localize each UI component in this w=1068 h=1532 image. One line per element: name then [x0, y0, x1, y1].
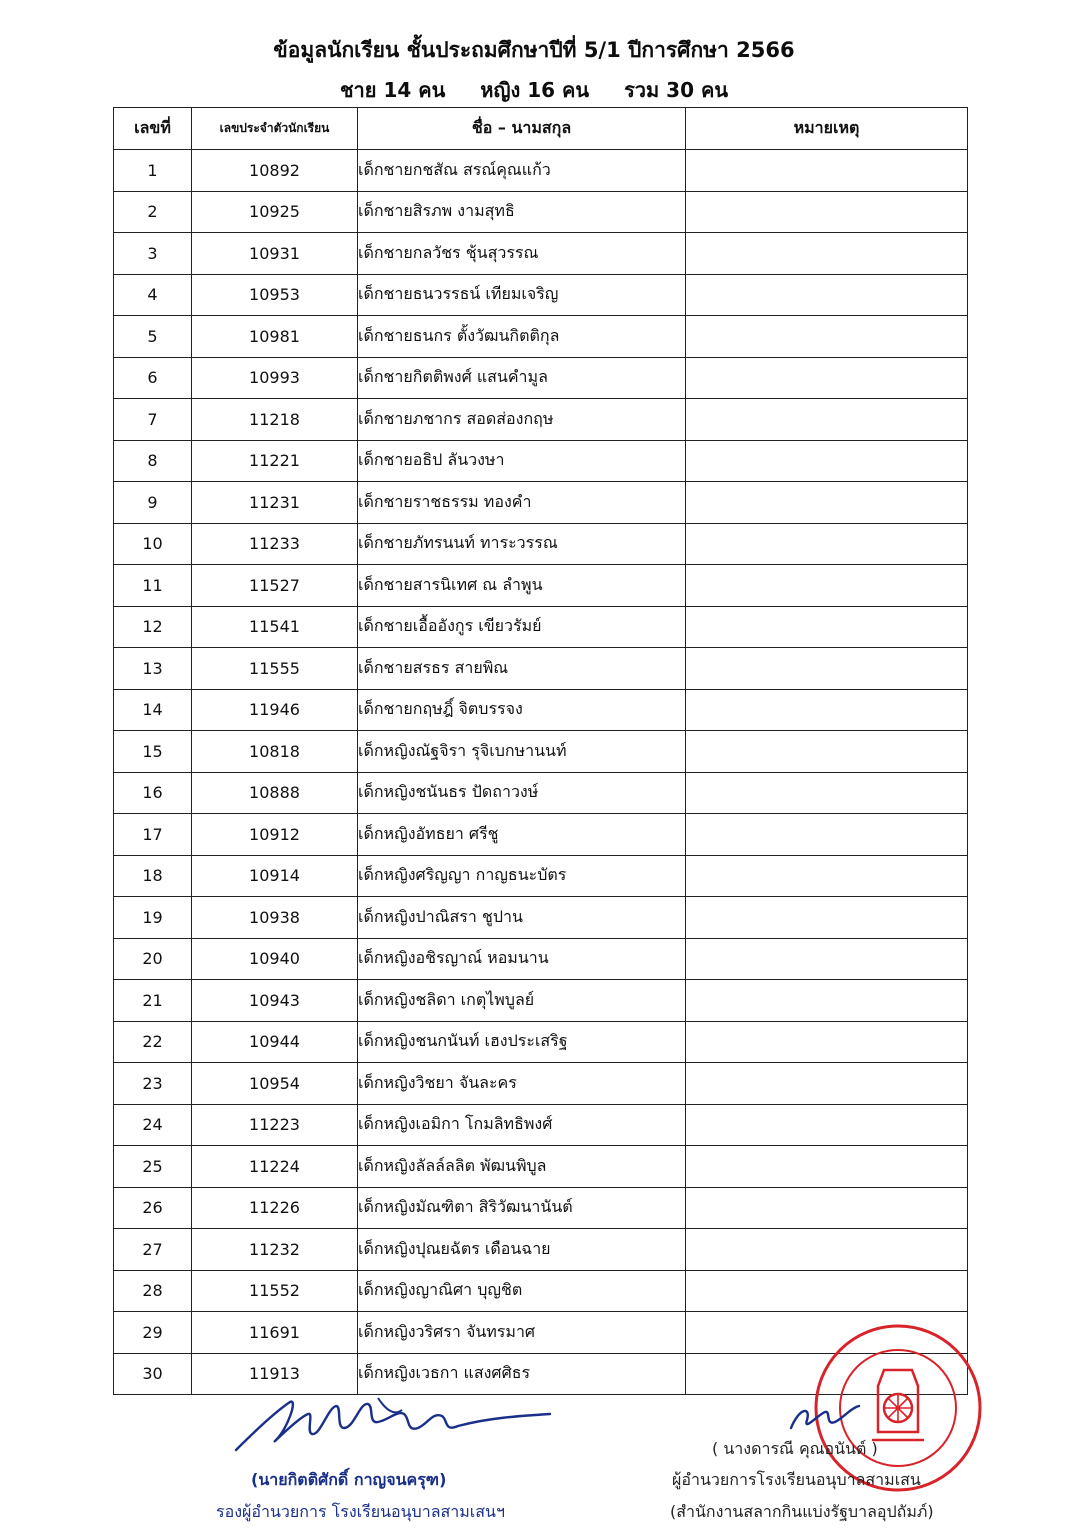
row-remarks: [686, 399, 968, 441]
table-row: [114, 1021, 968, 1063]
row-student-id: 10925: [192, 191, 358, 233]
right-signature-scribble: [785, 1398, 865, 1438]
left-signature-scribble: [228, 1388, 558, 1460]
row-student-name: เด็กชายกฤษฎิ์ จิตบรรจง: [358, 689, 686, 731]
table-header-row: [114, 108, 968, 150]
row-number: 15: [114, 731, 192, 773]
table-row: [114, 1229, 968, 1271]
student-roster-table: [113, 107, 968, 1395]
row-remarks: [686, 1187, 968, 1229]
row-student-name: เด็กชายกลวัชร ชุ้นสุวรรณ: [358, 233, 686, 275]
row-number: 28: [114, 1270, 192, 1312]
table-row: [114, 938, 968, 980]
table-row: [114, 1270, 968, 1312]
table-row: [114, 1146, 968, 1188]
row-remarks: [686, 1104, 968, 1146]
row-student-name: เด็กหญิงชลิดา เกตุไพบูลย์: [358, 980, 686, 1022]
table-row: [114, 689, 968, 731]
row-student-id: 10940: [192, 938, 358, 980]
right-signer-name: ( นางดารณี คุณอนันต์ ): [712, 1439, 878, 1458]
row-student-id: 10981: [192, 316, 358, 358]
row-number: 17: [114, 814, 192, 856]
header-full-name: ชื่อ – นามสกุล: [358, 108, 686, 150]
row-number: 29: [114, 1312, 192, 1354]
row-student-id: 11221: [192, 440, 358, 482]
table-row: [114, 855, 968, 897]
row-student-name: เด็กหญิงมัณฑิตา สิริวัฒนานันต์: [358, 1187, 686, 1229]
table-row: [114, 814, 968, 856]
row-number: 24: [114, 1104, 192, 1146]
row-student-id: 10943: [192, 980, 358, 1022]
student-summary: [0, 74, 1068, 106]
row-student-name: เด็กชายภัทรนนท์ ทาระวรรณ: [358, 523, 686, 565]
row-student-name: เด็กชายราชธรรม ทองคำ: [358, 482, 686, 524]
row-number: 2: [114, 191, 192, 233]
roster-body: [114, 150, 968, 1395]
summary-female: หญิง 16 คน: [480, 78, 590, 102]
summary-male: ชาย 14 คน: [339, 78, 446, 102]
row-student-id: 11691: [192, 1312, 358, 1354]
header-number: เลขที่: [114, 108, 192, 150]
row-number: 26: [114, 1187, 192, 1229]
row-number: 16: [114, 772, 192, 814]
row-number: 22: [114, 1021, 192, 1063]
row-remarks: [686, 689, 968, 731]
row-student-name: เด็กหญิงลัลล์ลลิต พัฒนพิบูล: [358, 1146, 686, 1188]
row-number: 9: [114, 482, 192, 524]
row-student-id: 10892: [192, 150, 358, 192]
row-remarks: [686, 1146, 968, 1188]
row-number: 11: [114, 565, 192, 607]
row-student-name: เด็กหญิงชนกนันท์ เฮงประเสริฐ: [358, 1021, 686, 1063]
row-number: 10: [114, 523, 192, 565]
row-student-id: 11223: [192, 1104, 358, 1146]
row-remarks: [686, 938, 968, 980]
row-student-name: เด็กหญิงอัทธยา ศรีชู: [358, 814, 686, 856]
row-remarks: [686, 440, 968, 482]
row-student-id: 10993: [192, 357, 358, 399]
row-number: 12: [114, 606, 192, 648]
row-student-name: เด็กหญิงอชิรญาณ์ หอมนาน: [358, 938, 686, 980]
table-row: [114, 316, 968, 358]
row-student-id: 11231: [192, 482, 358, 524]
table-row: [114, 440, 968, 482]
row-student-name: เด็กหญิงปาณิสรา ชูปาน: [358, 897, 686, 939]
row-number: 19: [114, 897, 192, 939]
row-student-name: เด็กหญิงศริญญา กาญธนะบัตร: [358, 855, 686, 897]
row-student-id: 10944: [192, 1021, 358, 1063]
row-number: 4: [114, 274, 192, 316]
row-student-id: 10914: [192, 855, 358, 897]
row-student-name: เด็กชายสิรภพ งามสุทธิ: [358, 191, 686, 233]
left-signer-name: (นายกิตติศักดิ์ กาญจนครุฑ): [251, 1470, 447, 1489]
row-remarks: [686, 772, 968, 814]
row-student-id: 11946: [192, 689, 358, 731]
row-student-id: 10953: [192, 274, 358, 316]
row-student-name: เด็กชายกิตติพงศ์ แสนคำมูล: [358, 357, 686, 399]
table-row: [114, 233, 968, 275]
right-signer-organization: (สำนักงานสลากกินแบ่งรัฐบาลอุปถัมภ์): [670, 1502, 934, 1521]
row-student-name: เด็กหญิงเวธกา แสงศศิธร: [358, 1353, 686, 1395]
table-row: [114, 606, 968, 648]
table-row: [114, 1187, 968, 1229]
row-number: 1: [114, 150, 192, 192]
row-number: 14: [114, 689, 192, 731]
row-number: 20: [114, 938, 192, 980]
row-number: 13: [114, 648, 192, 690]
row-number: 27: [114, 1229, 192, 1271]
row-number: 7: [114, 399, 192, 441]
row-student-id: 11541: [192, 606, 358, 648]
row-number: 6: [114, 357, 192, 399]
row-remarks: [686, 1229, 968, 1271]
row-student-id: 10818: [192, 731, 358, 773]
row-number: 8: [114, 440, 192, 482]
row-student-id: 10931: [192, 233, 358, 275]
row-student-id: 10888: [192, 772, 358, 814]
table-row: [114, 980, 968, 1022]
row-remarks: [686, 897, 968, 939]
row-student-id: 10954: [192, 1063, 358, 1105]
row-number: 25: [114, 1146, 192, 1188]
row-student-name: เด็กหญิงวริศรา จันทรมาศ: [358, 1312, 686, 1354]
row-remarks: [686, 855, 968, 897]
right-signer-title: ผู้อำนวยการโรงเรียนอนุบาลสามเสน: [672, 1470, 921, 1489]
row-student-id: 11555: [192, 648, 358, 690]
row-student-id: 11224: [192, 1146, 358, 1188]
row-student-name: เด็กชายกชสัณ สรณ์คุณแก้ว: [358, 150, 686, 192]
row-student-name: เด็กหญิงณัฐจิรา รุจิเบกษานนท์: [358, 731, 686, 773]
row-number: 18: [114, 855, 192, 897]
table-row: [114, 150, 968, 192]
row-remarks: [686, 565, 968, 607]
row-remarks: [686, 606, 968, 648]
table-row: [114, 731, 968, 773]
row-student-id: 11913: [192, 1353, 358, 1395]
row-student-name: เด็กหญิงเอมิกา โกมลิทธิพงศ์: [358, 1104, 686, 1146]
row-student-name: เด็กชายธนวรรธน์ เทียมเจริญ: [358, 274, 686, 316]
row-student-id: 11218: [192, 399, 358, 441]
table-row: [114, 565, 968, 607]
row-number: 21: [114, 980, 192, 1022]
row-student-name: เด็กชายสารนิเทศ ณ ลำพูน: [358, 565, 686, 607]
row-remarks: [686, 648, 968, 690]
table-row: [114, 357, 968, 399]
row-remarks: [686, 814, 968, 856]
row-student-name: เด็กหญิงชนันธร ปัดถาวงษ์: [358, 772, 686, 814]
row-student-id: 11226: [192, 1187, 358, 1229]
row-remarks: [686, 1063, 968, 1105]
row-number: 5: [114, 316, 192, 358]
header-student-id: เลขประจำตัวนักเรียน: [192, 108, 358, 150]
table-row: [114, 1104, 968, 1146]
row-remarks: [686, 980, 968, 1022]
row-student-id: 11233: [192, 523, 358, 565]
row-remarks: [686, 357, 968, 399]
table-row: [114, 648, 968, 690]
row-student-name: เด็กชายเอื้ออังกูร เขียวรัมย์: [358, 606, 686, 648]
row-student-id: 11527: [192, 565, 358, 607]
row-student-id: 11552: [192, 1270, 358, 1312]
header-remarks: หมายเหตุ: [686, 108, 968, 150]
row-student-name: เด็กหญิงวิชยา จันละคร: [358, 1063, 686, 1105]
table-row: [114, 897, 968, 939]
table-row: [114, 274, 968, 316]
row-student-name: เด็กชายภชากร สอดส่องกฤษ: [358, 399, 686, 441]
row-remarks: [686, 274, 968, 316]
row-student-name: เด็กหญิงปุณยฉัตร เดือนฉาย: [358, 1229, 686, 1271]
row-student-id: 10912: [192, 814, 358, 856]
row-remarks: [686, 1021, 968, 1063]
row-number: 3: [114, 233, 192, 275]
table-row: [114, 1063, 968, 1105]
row-number: 23: [114, 1063, 192, 1105]
row-remarks: [686, 1270, 968, 1312]
row-student-id: 11232: [192, 1229, 358, 1271]
row-remarks: [686, 482, 968, 524]
table-row: [114, 399, 968, 441]
row-student-id: 10938: [192, 897, 358, 939]
row-remarks: [686, 233, 968, 275]
table-row: [114, 523, 968, 565]
summary-total: รวม 30 คน: [624, 78, 729, 102]
document-title: ข้อมูลนักเรียน ชั้นประถมศึกษาปีที่ 5/1 ปีการศึกษา 2566: [273, 38, 795, 62]
row-student-name: เด็กชายสรธร สายพิณ: [358, 648, 686, 690]
row-remarks: [686, 316, 968, 358]
table-row: [114, 772, 968, 814]
row-student-name: เด็กหญิงญาณิศา บุญชิต: [358, 1270, 686, 1312]
row-number: 30: [114, 1353, 192, 1395]
table-row: [114, 482, 968, 524]
row-remarks: [686, 731, 968, 773]
row-remarks: [686, 191, 968, 233]
row-remarks: [686, 150, 968, 192]
row-student-name: เด็กชายธนกร ตั้งวัฒนกิตติกุล: [358, 316, 686, 358]
table-row: [114, 191, 968, 233]
row-student-name: เด็กชายอธิป ลันวงษา: [358, 440, 686, 482]
row-remarks: [686, 523, 968, 565]
left-signer-title: รองผู้อำนวยการ โรงเรียนอนุบาลสามเสนฯ: [216, 1502, 505, 1521]
